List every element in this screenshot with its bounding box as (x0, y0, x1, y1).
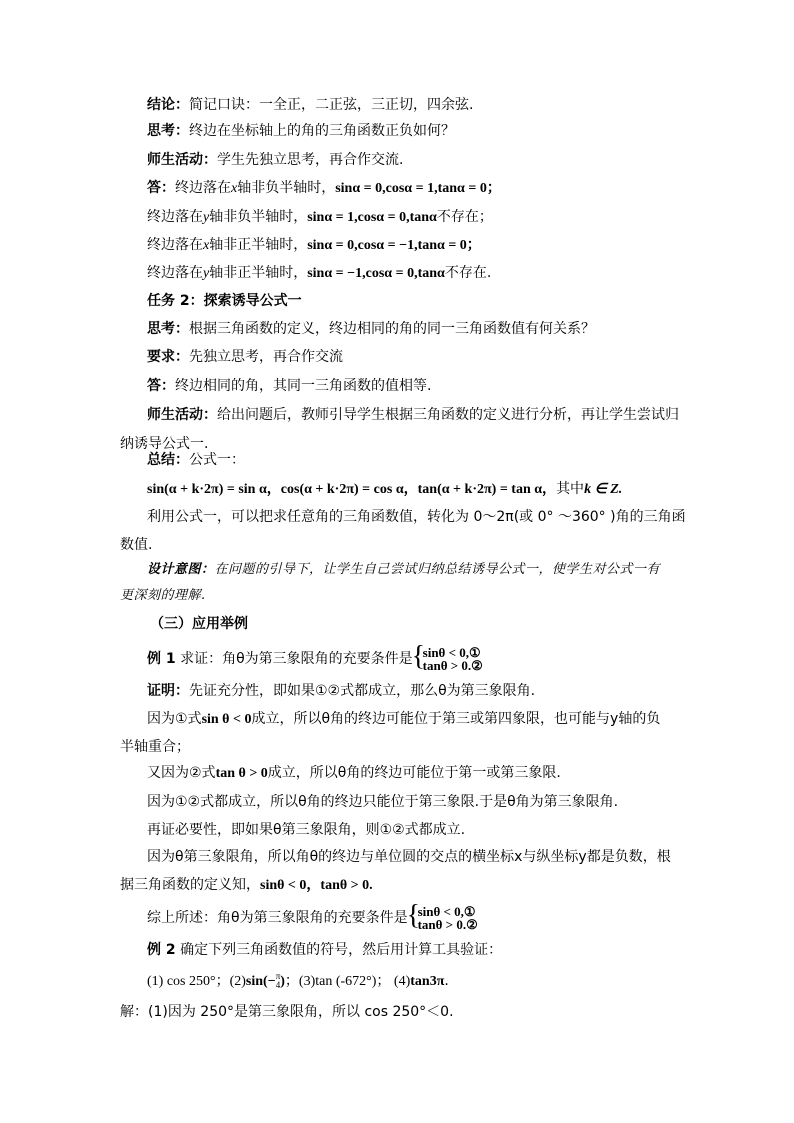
design-intent-line: 设计意图：在问题的引导下，让学生自己尝试归纳总结诱导公式一，使学生对公式一有 (147, 562, 661, 577)
condition-brace-2: { sinθ < 0,① tanθ > 0.② (408, 905, 478, 931)
answer-line-4: 终边落在y轴非正半轴时，sinα = −1,cosα = 0,tanα不存在. (147, 265, 492, 281)
activity-line-2: 师生活动：给出问题后，教师引导学生根据三角函数的定义进行分析，再让学生尝试归 (147, 407, 679, 423)
answer-line-1: 答：终边落在x轴非负半轴时，sinα = 0,cosα = 1,tanα = 0； (147, 180, 501, 196)
answer-line-3: 终边落在x轴非正半轴时，sinα = 0,cosα = −1,tanα = 0； (147, 237, 481, 253)
proof-line-6-cont: 据三角函数的定义知，sinθ < 0，tanθ > 0. (120, 877, 373, 893)
requirement-line: 要求：先独立思考，再合作交流 (147, 349, 343, 365)
example-2-line: 例 2 确定下列三角函数值的符号，然后用计算工具验证： (147, 942, 503, 958)
task-2-heading: 任务 2：探索诱导公式一 (147, 293, 302, 309)
solution-line-1: 解：(1)因为 250°是第三象限角，所以 cos 250°＜0. (120, 1004, 454, 1020)
condition-brace-1: { sinθ < 0,① tanθ > 0.② (413, 646, 483, 672)
think-line-1: 思考：终边在坐标轴上的角的三角函数正负如何？ (147, 123, 455, 139)
design-intent-line-cont: 更深刻的理解. (120, 588, 206, 603)
activity-line-2-cont: 纳诱导公式一. (120, 436, 209, 452)
pi-over-4-fraction: π 4 (275, 971, 281, 990)
proof-line-3: 又因为②式tan θ > 0成立，所以θ角的终边可能位于第一或第三象限. (147, 765, 561, 781)
summary-line: 总结：公式一： (147, 452, 245, 468)
activity-line-1: 师生活动：学生先独立思考，再合作交流. (147, 152, 404, 168)
proof-line-6: 因为θ第三象限角，所以角θ的终边与单位圆的交点的横坐标x与纵坐标y都是负数，根 (147, 849, 671, 865)
formula-one-line: sin(α + k·2π) = sin α，cos(α + k·2π) = cos α，tan(α + k·2π) = tan α，其中k ∈ Z. (147, 481, 623, 497)
proof-line-1: 证明：先证充分性，即如果①②式都成立，那么θ为第三象限角. (147, 683, 536, 699)
conclusion-line-2: 综上所述：角θ为第三象限角的充要条件是 { sinθ < 0,① tanθ > 0.② (147, 905, 478, 931)
proof-line-2: 因为①式sin θ < 0成立，所以θ角的终边可能位于第三或第四象限，也可能与y轴的负 (147, 711, 661, 727)
section-heading-examples: （三）应用举例 (150, 616, 248, 632)
proof-line-5: 再证必要性，即如果θ第三象限角，则①②式都成立. (147, 822, 466, 838)
proof-line-4: 因为①②式都成立，所以θ角的终边只能位于第三象限.于是θ角为第三象限角. (147, 794, 619, 810)
proof-line-2-cont: 半轴重合； (120, 739, 190, 755)
reduction-line-cont: 数值. (120, 537, 153, 553)
answer-line-2: 终边落在y轴非负半轴时，sinα = 1,cosα = 0,tanα不存在； (147, 209, 493, 225)
reduction-line: 利用公式一，可以把求任意角的三角函数值，转化为 0～2π(或 0° ～360° )角的三角函 (147, 509, 686, 525)
think-line-2: 思考：根据三角函数的定义，终边相同的角的同一三角函数值有何关系？ (147, 321, 595, 337)
example-2-items: (1) cos 250°；(2)sin(− π 4 )；(3)tan (-672°)； (4)tan3π. (147, 971, 449, 990)
example-1-line: 例 1 求证：角θ为第三象限角的充要条件是 { sinθ < 0,① tanθ > 0.② (147, 646, 483, 672)
answer-line-5: 答：终边相同的角，其同一三角函数的值相等. (147, 378, 432, 394)
conclusion-line: 结论：简记口诀：一全正，二正弦，三正切，四余弦. (147, 97, 474, 113)
